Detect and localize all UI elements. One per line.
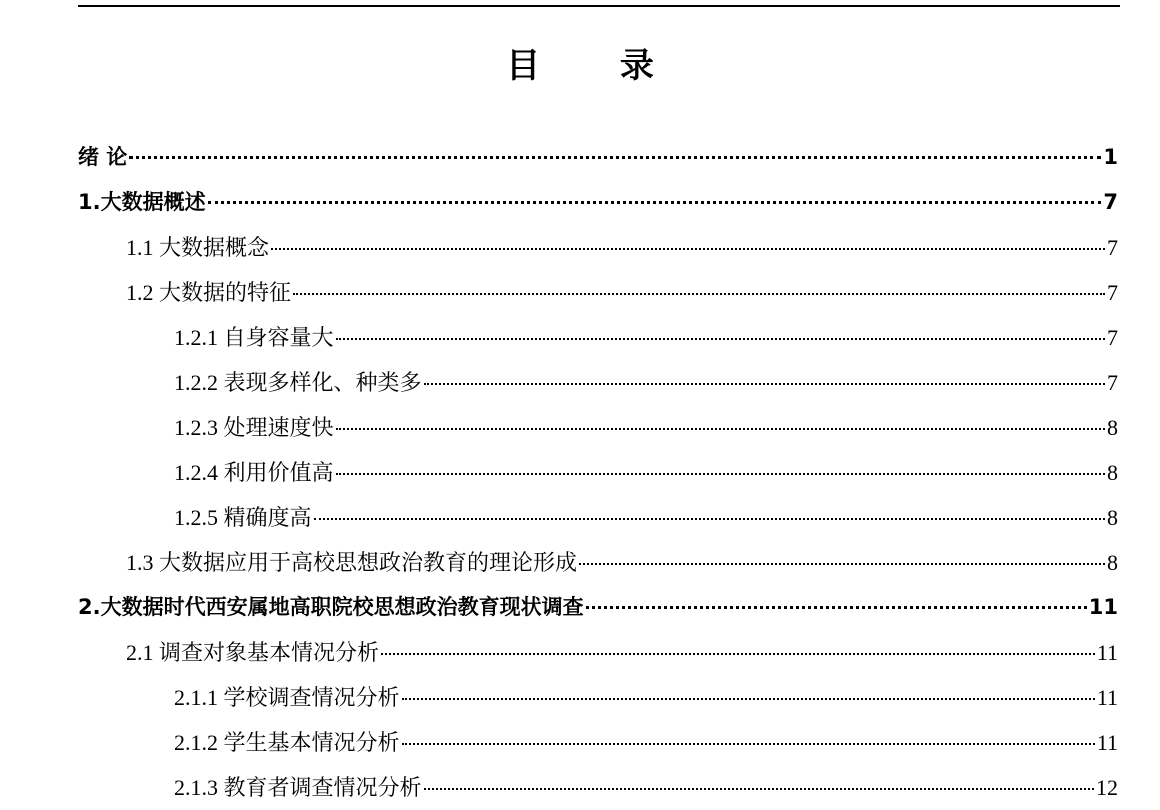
- dot-leader: [402, 698, 1095, 700]
- toc-entry-page: 11: [1096, 640, 1118, 665]
- toc-entry[interactable]: [78, 630, 1118, 675]
- toc-entry[interactable]: [78, 270, 1118, 315]
- toc-entry-title: 1.2 大数据的特征: [126, 280, 292, 305]
- toc-entry-page: 7: [1107, 370, 1118, 395]
- toc-entry[interactable]: [78, 180, 1118, 225]
- toc-entry[interactable]: [78, 135, 1118, 180]
- dot-leader: [424, 383, 1105, 385]
- toc-entry-page: 1: [1103, 145, 1118, 169]
- toc-entry-title: 2.1.3 教育者调查情况分析: [174, 775, 422, 800]
- header-rule: [78, 5, 1120, 7]
- dot-leader: [293, 293, 1105, 295]
- toc-entry-title: 1.大数据概述: [78, 190, 206, 214]
- toc-entry-page: 11: [1096, 685, 1118, 710]
- toc-entry-title: 2.1.2 学生基本情况分析: [174, 730, 400, 755]
- toc-entry[interactable]: [78, 720, 1118, 765]
- toc-entry-title: 1.2.4 利用价值高: [174, 460, 334, 485]
- toc-entry-page: 8: [1107, 415, 1118, 440]
- toc-entry[interactable]: [78, 765, 1118, 810]
- toc-entry-page: 7: [1103, 190, 1118, 214]
- dot-leader: [336, 428, 1105, 430]
- toc-entry-title: 2.1.1 学校调查情况分析: [174, 685, 400, 710]
- toc-entry-title: 1.2.3 处理速度快: [174, 415, 334, 440]
- dot-leader: [208, 201, 1102, 204]
- dot-leader: [336, 473, 1105, 475]
- toc-entry-title: 1.2.1 自身容量大: [174, 325, 334, 350]
- dot-leader: [271, 248, 1105, 250]
- toc-entry-page: 8: [1107, 505, 1118, 530]
- dot-leader: [586, 606, 1087, 609]
- dot-leader: [336, 338, 1105, 340]
- toc-entry-title: 1.1 大数据概念: [126, 235, 270, 260]
- toc-entry-page: 11: [1096, 730, 1118, 755]
- toc-entry-page: 7: [1107, 280, 1118, 305]
- toc-entry-page: 11: [1088, 595, 1118, 619]
- toc-entry-title: 1.2.5 精确度高: [174, 505, 312, 530]
- toc-entry[interactable]: [78, 450, 1118, 495]
- dot-leader: [424, 788, 1094, 790]
- toc-entry-page: 7: [1107, 325, 1118, 350]
- dot-leader: [314, 518, 1105, 520]
- toc-entry[interactable]: [78, 540, 1118, 585]
- toc-entry[interactable]: [78, 360, 1118, 405]
- toc-entry[interactable]: [78, 315, 1118, 360]
- toc-entry-title: 绪 论: [78, 145, 128, 169]
- toc-entry[interactable]: [78, 675, 1118, 720]
- table-of-contents: [78, 135, 1118, 810]
- toc-entry[interactable]: [78, 225, 1118, 270]
- toc-entry-title: 1.3 大数据应用于高校思想政治教育的理论形成: [126, 550, 578, 575]
- toc-entry-page: 12: [1096, 775, 1118, 800]
- dot-leader: [381, 653, 1095, 655]
- toc-entry-title: 2.大数据时代西安属地高职院校思想政治教育现状调查: [78, 595, 584, 619]
- toc-entry[interactable]: [78, 585, 1118, 630]
- toc-entry-title: 1.2.2 表现多样化、种类多: [174, 370, 422, 395]
- toc-title: 目 录: [506, 46, 688, 86]
- dot-leader: [402, 743, 1095, 745]
- toc-entry-page: 8: [1107, 460, 1118, 485]
- toc-entry[interactable]: [78, 495, 1118, 540]
- toc-entry-title: 2.1 调查对象基本情况分析: [126, 640, 380, 665]
- dot-leader: [579, 563, 1105, 565]
- toc-entry-page: 7: [1107, 235, 1118, 260]
- dot-leader: [129, 156, 1101, 159]
- toc-entry[interactable]: [78, 405, 1118, 450]
- toc-entry-page: 8: [1107, 550, 1118, 575]
